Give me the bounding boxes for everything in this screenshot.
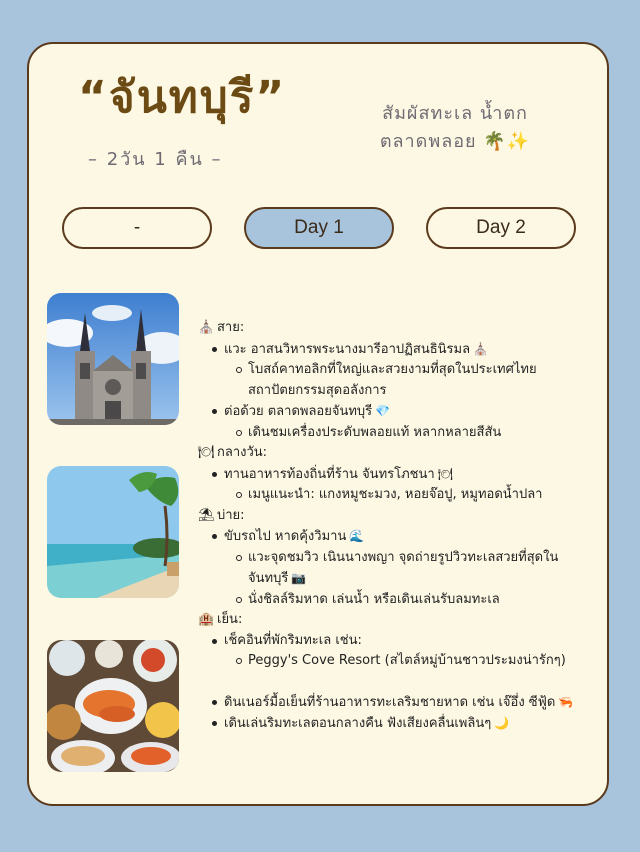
day-1-itinerary	[198, 318, 598, 735]
list-item: ขับรถไป หาดคุ้งวิมาน 🌊	[198, 526, 598, 548]
tab-placeholder[interactable]: -	[62, 207, 212, 249]
list-item: นั่งชิลล์ริมหาด เล่นน้ำ หรือเดินเล่นรับลมทะเล	[198, 590, 598, 611]
hotel-icon: 🏨	[198, 612, 215, 627]
tab-day-2[interactable]: Day 2	[426, 207, 576, 249]
list-item: แวะ อาสนวิหารพระนางมารีอาปฏิสนธินิรมล ⛪	[198, 339, 598, 361]
wave-icon: 🌊	[349, 529, 365, 543]
trip-duration: – 2วัน 1 คืน –	[88, 149, 223, 170]
list-item: เช็คอินที่พักริมทะเล เช่น:	[198, 631, 598, 652]
beach-umbrella-icon: ⛱	[198, 507, 215, 523]
day-tabs	[0, 207, 640, 253]
list-item: โบสถ์คาทอลิกที่ใหญ่และสวยงามที่สุดในประเทศไทย สถาปัตยกรรมสุดอลังการ	[198, 360, 598, 401]
seafood-photo	[47, 640, 179, 772]
shrimp-icon: 🦐	[558, 694, 574, 709]
evening-heading: เย็น:	[217, 612, 243, 627]
morning-section	[198, 318, 598, 339]
gem-icon: 💎	[375, 404, 391, 418]
page-title: “จันทบุรี”	[78, 72, 287, 123]
noon-heading: กลางวัน:	[217, 445, 268, 460]
list-item: เดินเล่นริมทะเลตอนกลางคืน ฟังเสียงคลื่นเพลินๆ 🌙	[198, 713, 598, 735]
list-item: เมนูแนะนำ: แกงหมูชะมวง, หอยจ๊อปู, หมูทอดน้ำปลา	[198, 485, 598, 506]
evening-section	[198, 610, 598, 631]
list-item: Peggy's Cove Resort (สไตล์หมู่บ้านชาวประมงน่ารักๆ)	[198, 651, 598, 672]
fork-knife-icon: 🍽	[437, 466, 453, 481]
beach-photo	[47, 466, 179, 598]
tagline	[355, 100, 555, 156]
list-item: แวะจุดชมวิว เนินนางพญา จุดถ่ายรูปวิวทะเลสวยที่สุดใน จันทบุรี 📷	[198, 548, 598, 590]
church-icon: ⛪	[473, 341, 488, 356]
tagline-line-2: ตลาดพลอย 🌴✨	[379, 131, 531, 152]
cathedral-photo	[47, 293, 179, 425]
moon-icon: 🌙	[494, 716, 510, 730]
afternoon-section	[198, 506, 598, 527]
fork-knife-icon: 🍽	[198, 445, 215, 460]
camera-icon: 📷	[291, 571, 307, 585]
afternoon-heading: บ่าย:	[217, 507, 245, 523]
list-item: เดินชมเครื่องประดับพลอยแท้ หลากหลายสีสัน	[198, 423, 598, 444]
tab-day-1[interactable]: Day 1	[244, 207, 394, 249]
tagline-line-1: สัมผัสทะเล น้ำตก	[382, 103, 528, 124]
morning-heading: สาย:	[217, 320, 245, 335]
list-item: ดินเนอร์มื้อเย็นที่ร้านอาหารทะเลริมชายหาด เช่น เจ๊อึ่ง ซีฟู้ด 🦐	[198, 692, 598, 714]
church-icon: ⛪	[198, 320, 215, 335]
list-item: ต่อด้วย ตลาดพลอยจันทบุรี 💎	[198, 401, 598, 423]
noon-section	[198, 443, 598, 464]
list-item: ทานอาหารท้องถิ่นที่ร้าน จันทรโภชนา 🍽	[198, 464, 598, 486]
